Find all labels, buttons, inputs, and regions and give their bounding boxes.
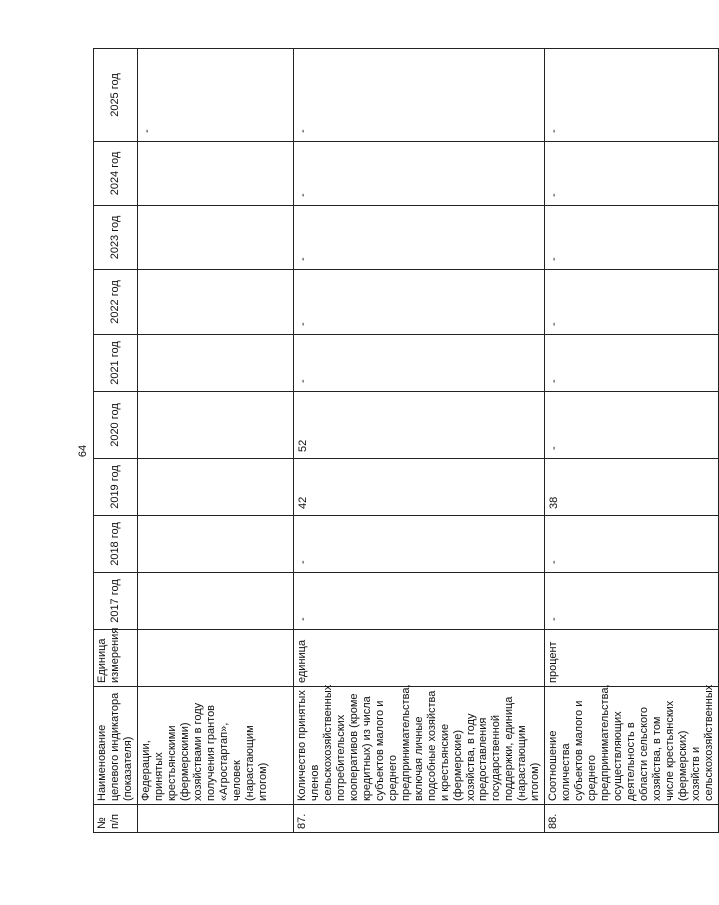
row-value: - <box>293 206 544 270</box>
row-value: - <box>293 516 544 573</box>
header-num: № п/п <box>94 805 138 833</box>
row-value: - <box>293 270 544 335</box>
row-value: - <box>137 49 293 142</box>
row-value: - <box>545 516 719 573</box>
header-year: 2021 год <box>94 335 138 392</box>
indicators-table <box>93 48 719 833</box>
header-year: 2025 год <box>94 49 138 142</box>
row-name: Федерации, принятых крестьянскими (фермерскими) хозяйствами в году получения грантов «Агростартап», человек (нарастающим итогом) <box>137 687 293 805</box>
row-value: - <box>545 392 719 459</box>
row-name: Соотношение количества субъектов малого и среднего предпринимательства, осуществляющих деятельность в области сельского хозяйства, в том числе крестьянских (фермерских) хозяйств и сельскохозяйственных <box>545 687 719 805</box>
row-value <box>137 392 293 459</box>
rotated-table-container <box>93 49 715 833</box>
row-unit: единица <box>293 630 544 687</box>
row-unit <box>137 630 293 687</box>
header-year: 2022 год <box>94 270 138 335</box>
header-name: Наименование целевого индикатора (показателя) <box>94 687 138 805</box>
row-value <box>137 335 293 392</box>
row-value: - <box>545 49 719 142</box>
row-value: - <box>293 49 544 142</box>
row-value: - <box>293 142 544 206</box>
table-row <box>545 49 719 833</box>
header-row <box>94 49 138 833</box>
header-year: 2017 год <box>94 573 138 630</box>
row-num: 88. <box>545 805 719 833</box>
header-year: 2020 год <box>94 392 138 459</box>
header-year: 2018 год <box>94 516 138 573</box>
header-unit: Единица измерения <box>94 630 138 687</box>
header-year: 2023 год <box>94 206 138 270</box>
table-row <box>293 49 544 833</box>
row-num <box>137 805 293 833</box>
row-value: - <box>545 206 719 270</box>
row-value: 52 <box>293 392 544 459</box>
table-row <box>137 49 293 833</box>
row-value: - <box>293 335 544 392</box>
row-name: Количество принятых членов сельскохозяйственных потребительских кооперативов (кроме кредитных) из числа субъектов малого и среднего предпринимательства, включая личные подсобные хозяйства и крестьянские (фермерские) хозяйства, в году предоставления государственной поддержки, единица (нарастающим итогом) <box>293 687 544 805</box>
header-year: 2024 год <box>94 142 138 206</box>
row-unit: процент <box>545 630 719 687</box>
row-value <box>137 459 293 516</box>
row-value: - <box>545 335 719 392</box>
row-value <box>137 573 293 630</box>
page-number: 64 <box>77 444 90 458</box>
row-value <box>137 516 293 573</box>
row-value: 42 <box>293 459 544 516</box>
row-value <box>137 270 293 335</box>
row-value: - <box>545 142 719 206</box>
row-value: - <box>545 270 719 335</box>
header-year: 2019 год <box>94 459 138 516</box>
row-value: - <box>545 573 719 630</box>
row-value <box>137 206 293 270</box>
row-value: - <box>293 573 544 630</box>
row-num: 87. <box>293 805 544 833</box>
row-value: 38 <box>545 459 719 516</box>
row-value <box>137 142 293 206</box>
